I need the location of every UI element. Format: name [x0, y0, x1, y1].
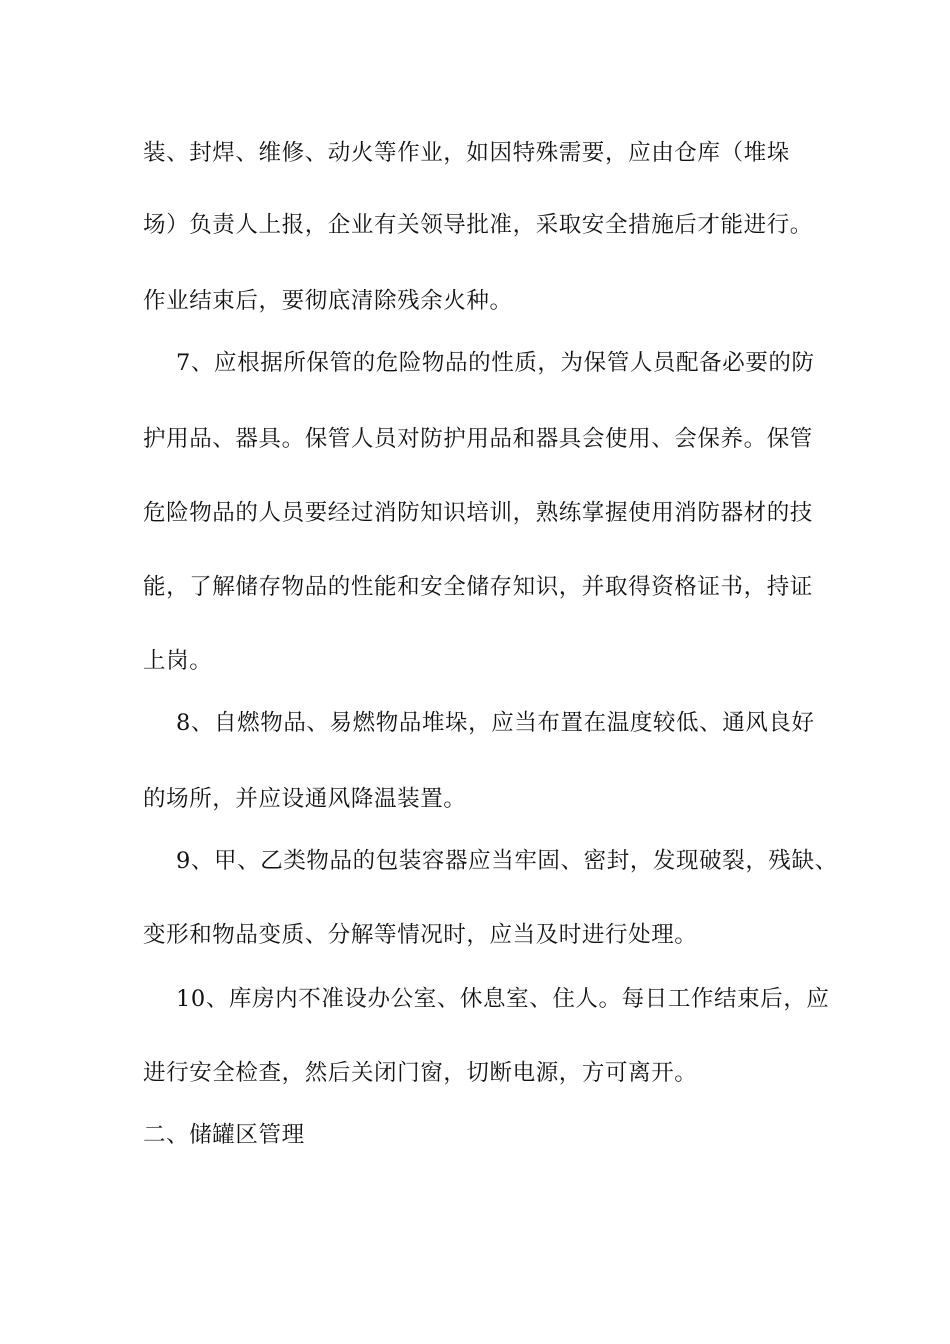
item-8-line-1: 8、自燃物品、易燃物品堆垛，应当布置在温度较低、通风良好 [176, 710, 815, 736]
item-7-line-3: 危险物品的人员要经过消防知识培训，熟练掌握使用消防器材的技 [143, 500, 813, 526]
text-line-1: 装、封焊、维修、动火等作业，如因特殊需要，应由仓库（堆垛 [143, 140, 790, 166]
item-7-line-2: 护用品、器具。保管人员对防护用品和器具会使用、会保养。保管 [143, 426, 813, 452]
item-7-line-4: 能，了解储存物品的性能和安全储存知识，并取得资格证书，持证 [143, 574, 813, 600]
text-line-2: 场）负责人上报，企业有关领导批准，采取安全措施后才能进行。 [143, 212, 813, 238]
item-7-line-1: 7、应根据所保管的危险物品的性质，为保管人员配备必要的防 [176, 350, 815, 376]
item-10-line-2: 进行安全检查，然后关闭门窗，切断电源，方可离开。 [143, 1060, 698, 1086]
item-7-line-5: 上岗。 [143, 648, 213, 674]
item-8-line-2: 的场所，并应设通风降温装置。 [143, 786, 467, 812]
item-9-line-1: 9、甲、乙类物品的包装容器应当牢固、密封，发现破裂，残缺、 [176, 848, 838, 874]
section-heading: 二、储罐区管理 [143, 1122, 305, 1148]
item-9-line-2: 变形和物品变质、分解等情况时，应当及时进行处理。 [143, 922, 698, 948]
text-line-3: 作业结束后，要彻底清除残余火种。 [143, 288, 513, 314]
item-10-line-1: 10、库房内不准设办公室、休息室、住人。每日工作结束后，应 [176, 986, 830, 1012]
